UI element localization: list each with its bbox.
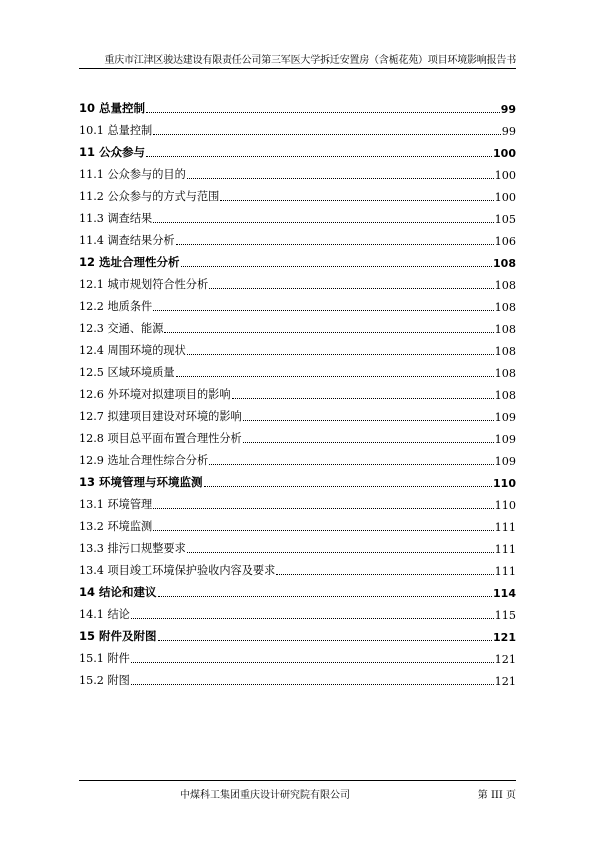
toc-entry-title: 12.4 周围环境的现状 bbox=[79, 344, 186, 357]
toc-dot-leader bbox=[146, 112, 500, 113]
toc-entry-title: 13.2 环境监测 bbox=[79, 520, 153, 533]
toc-entry-page: 108 bbox=[494, 301, 516, 314]
toc-section-entry[interactable] bbox=[79, 556, 516, 578]
toc-entry-page: 111 bbox=[494, 543, 516, 556]
toc-section-entry[interactable] bbox=[79, 358, 516, 380]
toc-entry-title: 12.9 选址合理性综合分析 bbox=[79, 454, 209, 467]
toc-entry-page: 114 bbox=[493, 587, 516, 600]
toc-dot-leader bbox=[220, 200, 493, 201]
toc-entry-page: 121 bbox=[494, 675, 516, 688]
toc-section-entry[interactable] bbox=[79, 182, 516, 204]
toc-entry-page: 105 bbox=[494, 213, 516, 226]
toc-chapter-entry[interactable] bbox=[79, 578, 516, 600]
toc-section-entry[interactable] bbox=[79, 116, 516, 138]
toc-dot-leader bbox=[131, 684, 494, 685]
toc-dot-leader bbox=[176, 244, 494, 245]
toc-entry-page: 121 bbox=[494, 653, 516, 666]
toc-chapter-entry[interactable] bbox=[79, 468, 516, 490]
toc-section-entry[interactable] bbox=[79, 666, 516, 688]
footer-company: 中煤科工集团重庆设计研究院有限公司 bbox=[180, 790, 350, 801]
toc-dot-leader bbox=[243, 420, 494, 421]
toc-entry-title: 11.4 调查结果分析 bbox=[79, 234, 175, 247]
toc-dot-leader bbox=[187, 354, 494, 355]
toc-entry-page: 110 bbox=[494, 499, 516, 512]
toc-section-entry[interactable] bbox=[79, 600, 516, 622]
toc-dot-leader bbox=[146, 156, 492, 157]
footer-divider bbox=[79, 780, 516, 781]
toc-entry-title: 11.3 调查结果 bbox=[79, 212, 153, 225]
toc-dot-leader bbox=[131, 662, 494, 663]
toc-entry-title: 15.2 附图 bbox=[79, 674, 130, 687]
toc-section-entry[interactable] bbox=[79, 270, 516, 292]
toc-entry-title: 13.4 项目竣工环境保护验收内容及要求 bbox=[79, 564, 276, 577]
toc-entry-title: 12 选址合理性分析 bbox=[79, 255, 180, 269]
footer-page-number: 第 III 页 bbox=[477, 790, 516, 801]
toc-entry-page: 99 bbox=[500, 103, 516, 116]
toc-entry-title: 15.1 附件 bbox=[79, 652, 130, 665]
toc-entry-page: 108 bbox=[494, 323, 516, 336]
toc-entry-page: 106 bbox=[494, 235, 516, 248]
toc-dot-leader bbox=[209, 464, 493, 465]
toc-entry-page: 108 bbox=[493, 257, 516, 270]
toc-dot-leader bbox=[164, 332, 493, 333]
toc-section-entry[interactable] bbox=[79, 490, 516, 512]
toc-section-entry[interactable] bbox=[79, 534, 516, 556]
toc-entry-title: 13.3 排污口规整要求 bbox=[79, 542, 186, 555]
toc-entry-title: 12.3 交通、能源 bbox=[79, 322, 164, 335]
toc-dot-leader bbox=[153, 134, 501, 135]
toc-entry-page: 111 bbox=[494, 565, 516, 578]
toc-chapter-entry[interactable] bbox=[79, 94, 516, 116]
toc-entry-page: 108 bbox=[494, 389, 516, 402]
toc-dot-leader bbox=[209, 288, 493, 289]
toc-dot-leader bbox=[243, 442, 494, 443]
toc-entry-title: 12.8 项目总平面布置合理性分析 bbox=[79, 432, 242, 445]
toc-entry-page: 111 bbox=[494, 521, 516, 534]
toc-chapter-entry[interactable] bbox=[79, 248, 516, 270]
toc-dot-leader bbox=[153, 508, 493, 509]
toc-chapter-entry[interactable] bbox=[79, 138, 516, 160]
toc-section-entry[interactable] bbox=[79, 380, 516, 402]
toc-dot-leader bbox=[181, 266, 493, 267]
toc-entry-title: 12.1 城市规划符合性分析 bbox=[79, 278, 209, 291]
toc-entry-page: 109 bbox=[494, 455, 516, 468]
toc-entry-title: 15 附件及附图 bbox=[79, 629, 157, 643]
toc-entry-page: 108 bbox=[494, 345, 516, 358]
toc-entry-page: 100 bbox=[493, 147, 516, 160]
toc-dot-leader bbox=[204, 486, 493, 487]
page-header: 重庆市江津区骏达建设有限责任公司第三军医大学拆迁安置房（含栀花苑）项目环境影响报告书 bbox=[104, 55, 516, 66]
toc-dot-leader bbox=[276, 574, 493, 575]
toc-dot-leader bbox=[153, 310, 493, 311]
toc-section-entry[interactable] bbox=[79, 446, 516, 468]
toc-entry-page: 108 bbox=[494, 367, 516, 380]
toc-dot-leader bbox=[187, 552, 494, 553]
toc-entry-title: 13 环境管理与环境监测 bbox=[79, 475, 203, 489]
toc-entry-title: 12.2 地质条件 bbox=[79, 300, 153, 313]
toc-entry-title: 11.2 公众参与的方式与范围 bbox=[79, 190, 220, 203]
toc-entry-page: 109 bbox=[494, 411, 516, 424]
toc-dot-leader bbox=[176, 376, 494, 377]
toc-entry-title: 12.5 区域环境质量 bbox=[79, 366, 175, 379]
toc-entry-title: 12.6 外环境对拟建项目的影响 bbox=[79, 388, 231, 401]
toc-entry-page: 100 bbox=[494, 169, 516, 182]
toc-entry-title: 13.1 环境管理 bbox=[79, 498, 153, 511]
toc-section-entry[interactable] bbox=[79, 512, 516, 534]
toc-section-entry[interactable] bbox=[79, 424, 516, 446]
toc-section-entry[interactable] bbox=[79, 402, 516, 424]
toc-entry-page: 100 bbox=[494, 191, 516, 204]
toc-entry-page: 121 bbox=[493, 631, 516, 644]
toc-section-entry[interactable] bbox=[79, 292, 516, 314]
toc-dot-leader bbox=[232, 398, 494, 399]
toc-entry-page: 115 bbox=[494, 609, 516, 622]
toc-entry-title: 10.1 总量控制 bbox=[79, 124, 153, 137]
header-divider bbox=[79, 68, 516, 69]
toc-entry-title: 14 结论和建议 bbox=[79, 585, 157, 599]
toc-chapter-entry[interactable] bbox=[79, 622, 516, 644]
toc-entry-page: 108 bbox=[494, 279, 516, 292]
toc-section-entry[interactable] bbox=[79, 336, 516, 358]
toc-section-entry[interactable] bbox=[79, 226, 516, 248]
toc-section-entry[interactable] bbox=[79, 160, 516, 182]
toc-dot-leader bbox=[153, 222, 493, 223]
toc-section-entry[interactable] bbox=[79, 644, 516, 666]
toc-entry-title: 11 公众参与 bbox=[79, 145, 146, 159]
toc-entry-title: 11.1 公众参与的目的 bbox=[79, 168, 186, 181]
toc-section-entry[interactable] bbox=[79, 314, 516, 336]
toc-entry-page: 109 bbox=[494, 433, 516, 446]
toc-dot-leader bbox=[158, 640, 493, 641]
toc-dot-leader bbox=[187, 178, 494, 179]
table-of-contents bbox=[79, 94, 516, 688]
toc-entry-title: 12.7 拟建项目建设对环境的影响 bbox=[79, 410, 242, 423]
toc-section-entry[interactable] bbox=[79, 204, 516, 226]
toc-entry-page: 110 bbox=[493, 477, 516, 490]
toc-dot-leader bbox=[158, 596, 493, 597]
toc-dot-leader bbox=[153, 530, 493, 531]
toc-entry-title: 14.1 结论 bbox=[79, 608, 130, 621]
toc-entry-page: 99 bbox=[501, 125, 516, 138]
toc-entry-title: 10 总量控制 bbox=[79, 101, 146, 115]
toc-dot-leader bbox=[131, 618, 494, 619]
